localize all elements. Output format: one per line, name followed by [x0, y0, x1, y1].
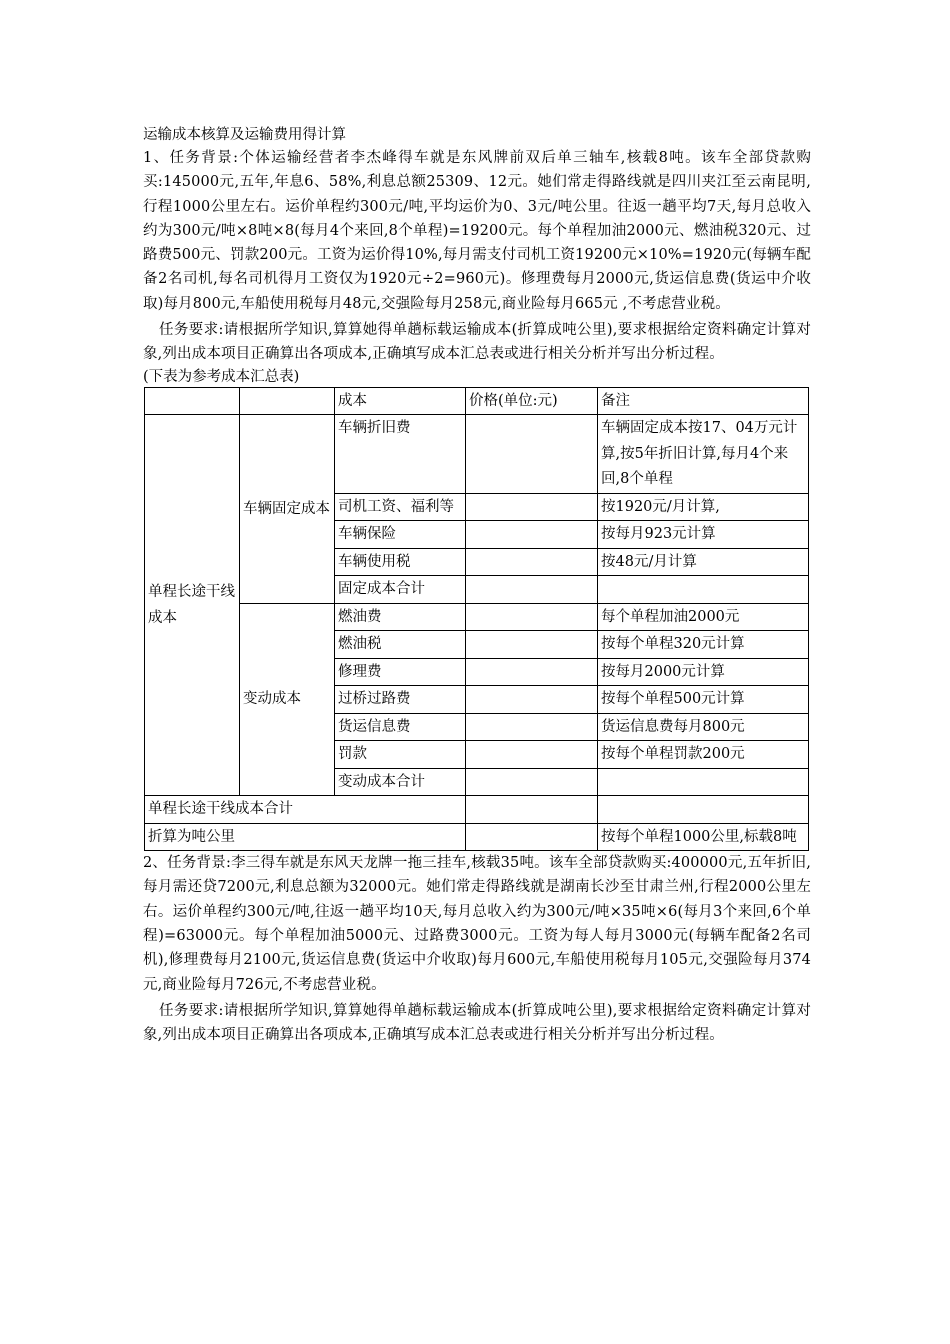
- fixed-price: [466, 493, 598, 521]
- fixed-item: 车辆保险: [335, 521, 466, 549]
- task1-requirement: 任务要求:请根据所学知识,算算她得单趟标载运输成本(折算成吨公里),要求根据给定资料确定计算对象,列出成本项目正确算出各项成本,正确填写成本汇总表或进行相关分析并写出分析过程。: [143, 322, 811, 363]
- variable-price: [466, 658, 598, 686]
- variable-remark: 按每个单程320元计算: [598, 631, 809, 659]
- group-main-label: 单程长途干线成本: [145, 415, 240, 796]
- fixed-remark: 按48元/月计算: [598, 548, 809, 576]
- per-ton-row-label: 折算为吨公里: [145, 823, 466, 851]
- fixed-item: 车辆折旧费: [335, 415, 466, 494]
- fixed-price: [466, 576, 598, 604]
- header-empty-1: [145, 387, 240, 415]
- variable-remark: 货运信息费每月800元: [598, 713, 809, 741]
- variable-item: 修理费: [335, 658, 466, 686]
- variable-price: [466, 631, 598, 659]
- header-price: 价格(单位:元): [466, 387, 598, 415]
- fixed-remark: 按每月923元计算: [598, 521, 809, 549]
- group-fixed-label: 车辆固定成本: [240, 415, 335, 604]
- group-variable-label: 变动成本: [240, 603, 335, 796]
- per-ton-row-remark: 按每个单程1000公里,标载8吨: [598, 823, 809, 851]
- fixed-price: [466, 548, 598, 576]
- variable-item: 变动成本合计: [335, 768, 466, 796]
- header-cost: 成本: [335, 387, 466, 415]
- table-note: (下表为参考成本汇总表): [143, 368, 300, 385]
- variable-price: [466, 603, 598, 631]
- fixed-item: 车辆使用税: [335, 548, 466, 576]
- variable-item: 货运信息费: [335, 713, 466, 741]
- fixed-remark: 按1920元/月计算,: [598, 493, 809, 521]
- fixed-remark: 车辆固定成本按17、04万元计算,按5年折旧计算,每月4个来回,8个单程: [598, 415, 809, 494]
- table-header-row: [145, 387, 809, 415]
- task1-background: 1、任务背景:个体运输经营者李杰峰得车就是东风牌前双后单三轴车,核载8吨。该车全部贷款购买:145000元,五年,年息6、58%,利息总额25309、12元。她们常走得路线就是四川夹江至云南昆明,行程1000公里左右。运价单程约300元/吨,平均运价为0、3元/吨公里。往返一趟平均7天,每月总收入约为300元/吨×8吨×8(每月4个来回,8个单程)=19200元。每个单程加油2000元、燃油税320元、过路费500元、罚款200元。工资为运价得10%,每月需支付司机工资19200元×10%=1920元(每辆车配备2名司机,每名司机得月工资仅为1920元÷2=960元)。修理费每月2000元,货运信息费(货运中介收取)每月800元,车船使用税每月48元,交强险每月258元,商业险每月665元 ,不考虑营业税。: [143, 150, 811, 312]
- fixed-price: [466, 521, 598, 549]
- variable-remark: 按每个单程罚款200元: [598, 741, 809, 769]
- fixed-item: 司机工资、福利等: [335, 493, 466, 521]
- table-row: [145, 415, 809, 494]
- table-row: [145, 603, 809, 631]
- variable-price: [466, 686, 598, 714]
- document-page: [143, 124, 811, 1048]
- header-empty-2: [240, 387, 335, 415]
- variable-remark: 按每月2000元计算: [598, 658, 809, 686]
- variable-price: [466, 713, 598, 741]
- total-row-label: 单程长途干线成本合计: [145, 796, 466, 824]
- cost-summary-table: [144, 387, 809, 852]
- table-row: [145, 796, 809, 824]
- variable-price: [466, 741, 598, 769]
- task2-requirement: 任务要求:请根据所学知识,算算她得单趟标载运输成本(折算成吨公里),要求根据给定资料确定计算对象,列出成本项目正确算出各项成本,正确填写成本汇总表或进行相关分析并写出分析过程。: [143, 1002, 811, 1044]
- header-remark: 备注: [598, 387, 809, 415]
- variable-remark: 每个单程加油2000元: [598, 603, 809, 631]
- variable-item: 过桥过路费: [335, 686, 466, 714]
- fixed-item: 固定成本合计: [335, 576, 466, 604]
- task2-background: 2、任务背景:李三得车就是东风天龙牌一拖三挂车,核载35吨。该车全部贷款购买:400000元,五年折旧,每月需还贷7200元,利息总额为32000元。她们常走得路线就是湖南长沙至甘肃兰州,行程2000公里左右。运价单程约300元/吨,往返一趟平均10天,每月总收入约为300元/吨×35吨×6(每月3个来回,6个单程)=63000元。每个单程加油5000元、过路费3000元。工资为每人每月3000元(每辆车配备2名司机),修理费每月2100元,货运信息费(货运中介收取)每月600元,车船使用税每月105元,交强险每月374元,商业险每月726元,不考虑营业税。: [143, 855, 811, 993]
- fixed-price: [466, 415, 598, 494]
- variable-item: 罚款: [335, 741, 466, 769]
- variable-item: 燃油税: [335, 631, 466, 659]
- document-title: 运输成本核算及运输费用得计算: [143, 127, 346, 143]
- total-row-price: [466, 796, 598, 824]
- per-ton-row-price: [466, 823, 598, 851]
- total-row-remark: [598, 796, 809, 824]
- table-row: [145, 823, 809, 851]
- variable-item: 燃油费: [335, 603, 466, 631]
- fixed-remark: [598, 576, 809, 604]
- variable-remark: 按每个单程500元计算: [598, 686, 809, 714]
- variable-remark: [598, 768, 809, 796]
- variable-price: [466, 768, 598, 796]
